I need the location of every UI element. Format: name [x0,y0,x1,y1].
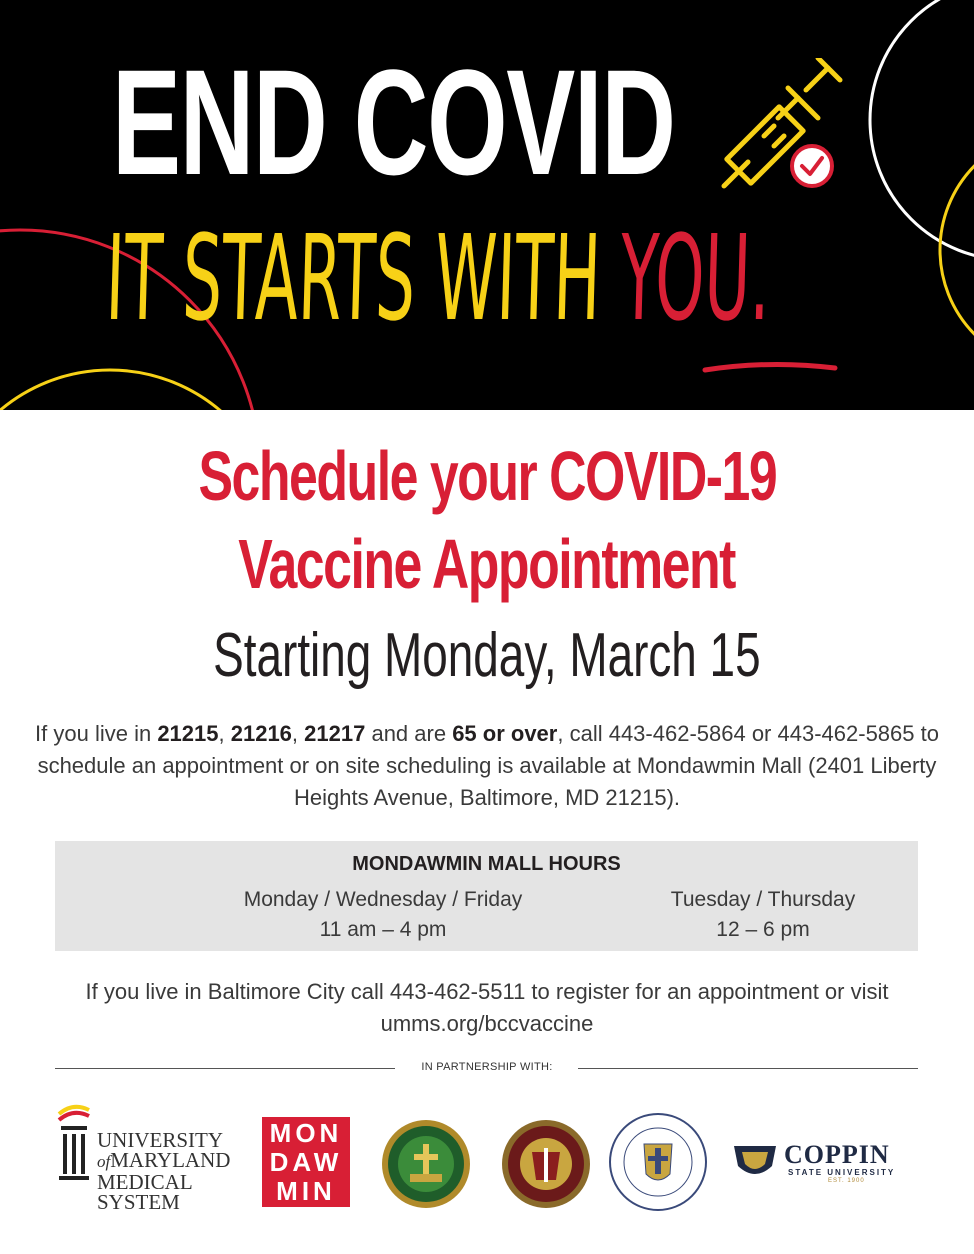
start-date-text: Starting Monday, March 15 [213,621,761,690]
headline-line-2 [0,524,974,604]
start-date-subtitle [0,620,974,692]
hero-banner [0,0,974,410]
mondawmin-logo [262,1117,350,1207]
coppin-logo [732,1138,912,1188]
eligibility-text: , call 443-462-5864 or 443-462-5865 to schedule an appointment or on site scheduling is available at Mondawmin Mall (2401 Liberty Heights Avenue, Baltimore, MD 21215). [37,721,939,810]
umms-line-2 [97,1150,230,1172]
coppin-name: COPPIN [784,1140,890,1169]
eligibility-paragraph [30,718,944,814]
headline-line-1 [0,436,974,516]
new-psalmist-church-seal [608,1112,708,1212]
mall-hours-box [55,841,918,951]
hours-days-tt: Tuesday / Thursday [670,888,856,911]
hours-days-mwf: Monday / Wednesday / Friday [243,888,523,911]
mondawmin-row-3: MIN [276,1176,336,1206]
coppin-shield-icon [732,1142,778,1182]
mondawmin-row-2: DAW [269,1147,343,1177]
ministers-conference-seal [380,1118,472,1210]
eligibility-text: If you live in [35,721,158,746]
hours-time-mwf: 11 am – 4 pm [319,918,447,941]
baptist-ministers-seal [500,1118,592,1210]
headline-text-2: Vaccine Appointment [238,525,736,603]
eligibility-text: , [291,721,305,746]
banner-starts-text: IT STARTS WITH [104,209,603,347]
zip-21217: 21217 [304,721,366,746]
eligibility-text: , [218,721,231,746]
coppin-subtitle: STATE UNIVERSITY [788,1168,896,1177]
mondawmin-row-1: MON [269,1118,343,1148]
hours-column-tt [573,885,953,945]
baltimore-city-paragraph: If you live in Baltimore City call 443-462-5511 to register for an appointment or visit umms.org/bccvaccine [85,979,889,1036]
hours-column-mwf [193,885,573,945]
age-requirement: 65 or over [452,721,558,746]
banner-line-starts-with-you [104,208,772,358]
banner-line-end-covid: END COVID [112,38,675,206]
syringe-check-icon [718,58,858,198]
eligibility-text: and are [365,721,453,746]
umms-line-2a: of [97,1152,111,1171]
partnership-label: IN PARTNERSHIP WITH: [421,1061,553,1073]
umms-line-1: UNIVERSITY [97,1128,223,1152]
umms-wordmark [97,1130,230,1212]
zip-21216: 21216 [230,721,292,746]
umms-column-icon [55,1100,95,1190]
zip-21215: 21215 [157,721,219,746]
umms-line-2b: MARYLAND [110,1148,231,1172]
coppin-established: EST. 1900 [828,1178,865,1184]
mall-hours-title: MONDAWMIN MALL HOURS [352,853,621,875]
headline-text-1: Schedule your COVID-19 [198,437,776,515]
umms-logo [55,1100,255,1214]
hours-time-tt: 12 – 6 pm [716,918,810,941]
banner-you-text: YOU. [618,209,773,347]
umms-line-3: MEDICAL [97,1170,193,1194]
umms-line-4: SYSTEM [97,1190,180,1214]
